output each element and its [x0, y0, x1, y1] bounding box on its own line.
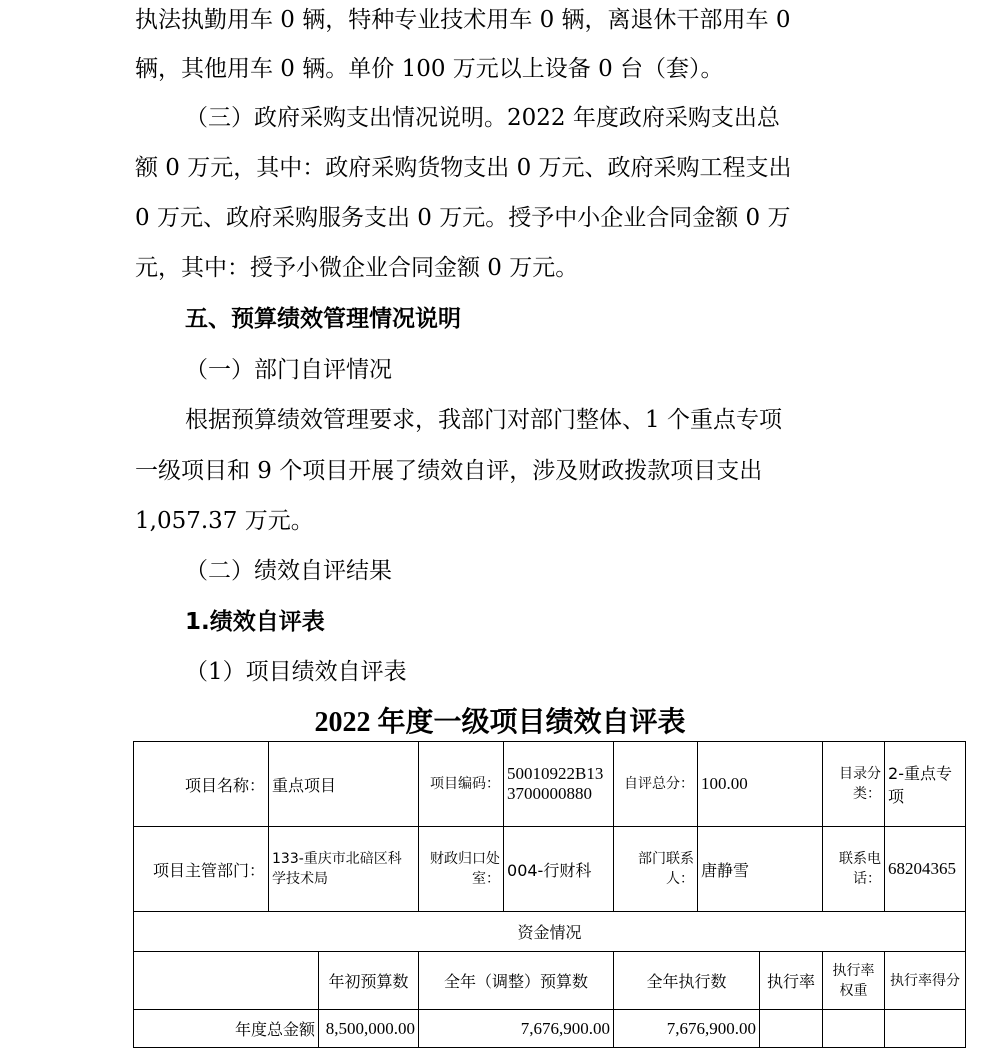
dept-value: 133-重庆市北碚区科学技术局 — [269, 827, 419, 912]
table-section-heading: 1.绩效自评表 — [185, 609, 325, 635]
row-total-initial: 8,500,000.00 — [319, 1010, 419, 1048]
row-total-label: 年度总金额 — [134, 1010, 319, 1048]
phone-value: 68204365 — [885, 827, 966, 912]
row-total-weight — [823, 1010, 885, 1048]
paragraph-line: 0 万元、政府采购服务支出 0 万元。授予中小企业合同金额 0 万 — [135, 205, 791, 231]
funds-header: 资金情况 — [134, 912, 966, 952]
score-label: 自评总分： — [614, 742, 698, 827]
col-adjusted-budget: 全年（调整）预算数 — [419, 952, 614, 1010]
paragraph-line: 辆，其他用车 0 辆。单价 100 万元以上设备 0 台（套）。 — [135, 56, 724, 82]
table-title: 2022 年度一级项目绩效自评表 — [314, 707, 686, 738]
project-code-label: 项目编码： — [419, 742, 504, 827]
col-rate-weight: 执行率权重 — [823, 952, 885, 1010]
project-code-value: 50010922B133700000880 — [504, 742, 614, 827]
category-label: 目录分类： — [823, 742, 885, 827]
paragraph-line: （三）政府采购支出情况说明。2022 年度政府采购支出总 — [185, 105, 780, 131]
subsection-heading: （二）绩效自评结果 — [185, 558, 392, 584]
row-total-rate — [760, 1010, 823, 1048]
table-subheading: （1）项目绩效自评表 — [185, 659, 407, 685]
paragraph-line: 根据预算绩效管理要求，我部门对部门整体、1 个重点专项 — [185, 407, 782, 433]
table-row — [134, 952, 966, 1010]
row-total-adjusted: 7,676,900.00 — [419, 1010, 614, 1048]
row-total-score — [885, 1010, 966, 1048]
dept-label: 项目主管部门： — [134, 827, 269, 912]
contact-label: 部门联系人： — [614, 827, 698, 912]
col-exec-rate: 执行率 — [760, 952, 823, 1010]
table-row — [134, 742, 966, 827]
paragraph-line: 1,057.37 万元。 — [135, 508, 314, 534]
table-row — [134, 1010, 966, 1048]
self-evaluation-table — [133, 741, 966, 1048]
paragraph-line: 执法执勤用车 0 辆，特种专业技术用车 0 辆，离退休干部用车 0 — [135, 7, 791, 33]
row-total-executed: 7,676,900.00 — [614, 1010, 760, 1048]
col-initial-budget: 年初预算数 — [319, 952, 419, 1010]
col-executed: 全年执行数 — [614, 952, 760, 1010]
col-rate-score: 执行率得分 — [885, 952, 966, 1010]
paragraph-line: 一级项目和 9 个项目开展了绩效自评，涉及财政拨款项目支出 — [135, 458, 763, 484]
paragraph-line: 额 0 万元，其中：政府采购货物支出 0 万元、政府采购工程支出 — [135, 155, 792, 181]
section-heading: 五、预算绩效管理情况说明 — [185, 306, 461, 332]
phone-label: 联系电话： — [823, 827, 885, 912]
finance-value: 004-行财科 — [504, 827, 614, 912]
category-value: 2-重点专项 — [885, 742, 966, 827]
table-row — [134, 827, 966, 912]
score-value: 100.00 — [698, 742, 823, 827]
project-name-label: 项目名称： — [134, 742, 269, 827]
table-row — [134, 912, 966, 952]
contact-value: 唐静雪 — [698, 827, 823, 912]
paragraph-line: 元，其中：授予小微企业合同金额 0 万元。 — [135, 255, 579, 281]
finance-label: 财政归口处室： — [419, 827, 504, 912]
subsection-heading: （一）部门自评情况 — [185, 357, 392, 383]
empty-cell — [134, 952, 319, 1010]
project-name-value: 重点项目 — [269, 742, 419, 827]
